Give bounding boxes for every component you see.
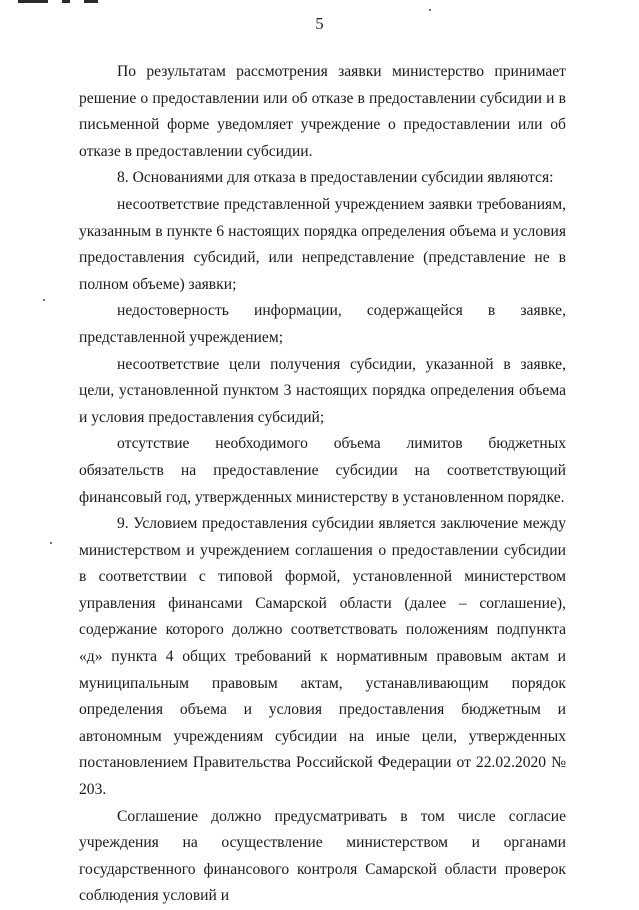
paragraph-subsidy-condition: 9. Условием предоставления субсидии является заключение между министерством и учреждением соглашения о предоставлении субсидии в соответствии с типовой формой, установленной министерством управления финансами Самарской области (далее – соглашение), содержание которого должно соответствовать положениям подпункта «д» пункта 4 общих требований к нормативным правовым актам и муниципальным правовым актам, устанавливающим порядок определения объема и условия предоставления бюджетным и автономным учреждениям субсидии на иные цели, утвержденных постановлением Правительства Российской Федерации от 22.02.2020 № 203.: [79, 515, 566, 799]
scan-speck: [50, 542, 52, 544]
scan-speck: [43, 299, 45, 301]
paragraph-refusal-ground-limits: отсутствие необходимого объема лимитов бюджетных обязательств на предоставление субсидии на соответствующий финансовый год, утвержденных министерству в установленном порядке.: [79, 435, 566, 506]
scan-artifact: [84, 0, 98, 3]
scan-speck: [429, 9, 431, 11]
document-body: [79, 59, 566, 910]
scan-artifact: [18, 0, 48, 3]
paragraph-review-result: По результатам рассмотрения заявки министерство принимает решение о предоставлении или об отказе в предоставлении субсидии и в письменной форме уведомляет учреждение о предоставлении или об отказе в предоставлении субсидии.: [79, 63, 566, 160]
paragraph-refusal-ground-purpose: несоответствие цели получения субсидии, указанной в заявке, цели, установленной пунктом 3 настоящих порядка определения объема и условия предоставления субсидий;: [79, 355, 566, 426]
paragraph-refusal-ground-unreliability: недостоверность информации, содержащейся в заявке, представленной учреждением;: [79, 302, 566, 346]
paragraph-refusal-grounds-heading: 8. Основаниями для отказа в предоставлении субсидии являются:: [117, 169, 554, 187]
paragraph-agreement-provisions: Соглашение должно предусматривать в том числе согласие учреждения на осуществление министерством и органами государственного финансового контроля Самарской области проверок соблюдения условий и: [79, 807, 566, 905]
paragraph-refusal-ground-nonconformity: несоответствие представленной учреждением заявки требованиям, указанным в пункте 6 настоящих порядка определения объема и условия предоставления субсидий, или непредставление (представление не в полном объеме) заявки;: [79, 195, 566, 293]
scan-artifact: [62, 0, 70, 3]
page-number: 5: [315, 14, 324, 33]
